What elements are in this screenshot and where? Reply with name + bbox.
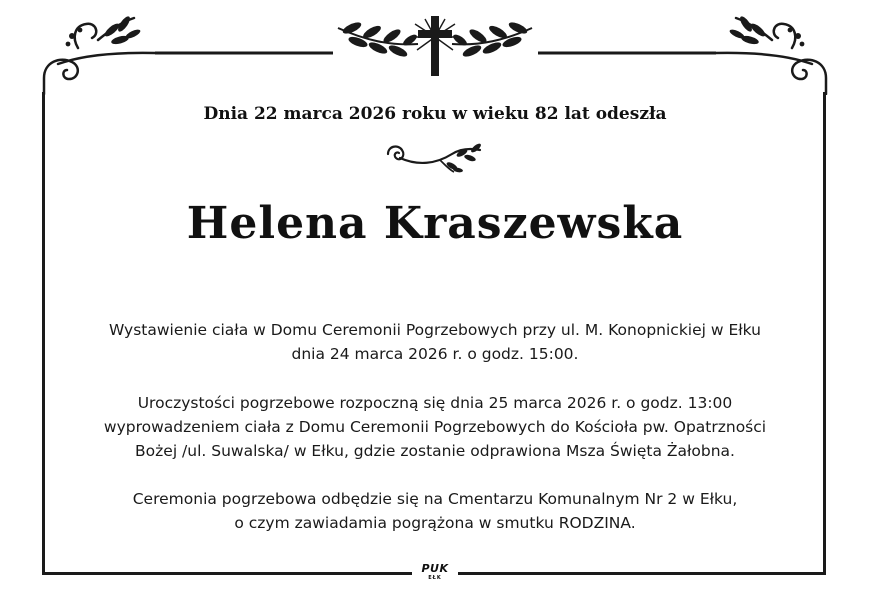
laurel-branch-icon-right	[451, 20, 532, 59]
paragraph-burial	[60, 487, 810, 535]
paragraph-line: Uroczystości pogrzebowe rozpoczną się dnia 25 marca 2026 r. o godz. 13:00	[137, 394, 733, 412]
top-ornament	[0, 0, 870, 95]
paragraph-line: Wystawienie ciała w Domu Ceremonii Pogrzebowych przy ul. M. Konopnickiej w Ełku	[108, 321, 761, 339]
vine-divider-icon	[384, 140, 486, 176]
cross-icon	[413, 16, 457, 76]
paragraph-line: dnia 24 marca 2026 r. o godz. 15:00.	[291, 345, 579, 363]
corner-scroll-icon	[44, 18, 155, 94]
frame-left-border	[42, 92, 45, 574]
corner-scroll-icon-right	[715, 15, 826, 94]
laurel-branch-icon	[338, 20, 419, 59]
puk-logo	[417, 563, 453, 587]
paragraph-viewing	[60, 318, 810, 366]
frame-right-border	[823, 92, 826, 574]
frame-bottom-border-right	[458, 572, 826, 575]
paragraph-funeral	[60, 391, 810, 463]
paragraph-line: Bożej /ul. Suwalska/ w Ełku, gdzie zostanie odprawiona Msza Święta Żałobna.	[135, 442, 735, 460]
paragraph-line: wyprowadzeniem ciała z Domu Ceremonii Pogrzebowych do Kościoła pw. Opatrzności	[103, 418, 767, 436]
frame-bottom-border-left	[42, 572, 412, 575]
deceased-name: Helena Kraszewska	[186, 198, 684, 249]
paragraph-line: o czym zawiadamia pogrążona w smutku RODZINA.	[234, 514, 636, 532]
intro-line: Dnia 22 marca 2026 roku w wieku 82 lat odeszła	[203, 104, 667, 124]
paragraph-line: Ceremonia pogrzebowa odbędzie się na Cmentarzu Komunalnym Nr 2 w Ełku,	[132, 490, 738, 508]
logo-text: PUK	[421, 562, 449, 575]
logo-subtext: EŁK	[428, 575, 442, 581]
